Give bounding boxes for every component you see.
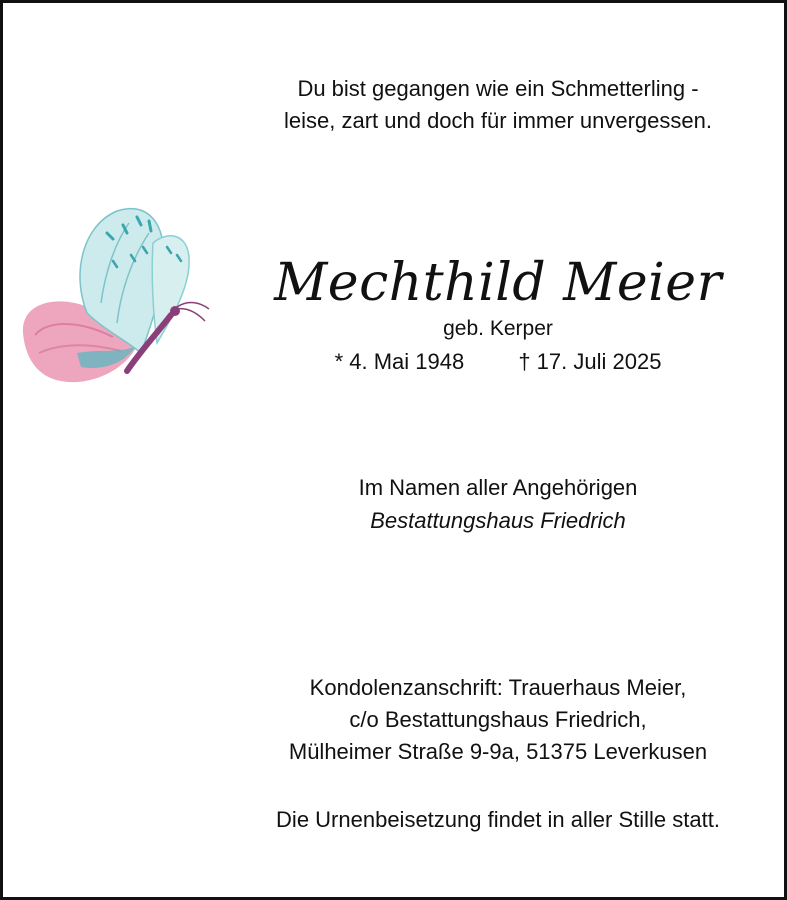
life-dates bbox=[233, 349, 763, 375]
butterfly-icon bbox=[17, 203, 213, 389]
condolence-line-1: Kondolenzanschrift: Trauerhaus Meier, bbox=[309, 675, 687, 700]
maiden-name: geb. Kerper bbox=[443, 317, 553, 340]
verse-line-2: leise, zart und doch für immer unvergessen. bbox=[284, 108, 712, 133]
mourners-line: Im Namen aller Angehörigen bbox=[358, 475, 638, 500]
burial-notice: Die Urnenbeisetzung findet in aller Stille statt. bbox=[276, 807, 720, 832]
verse-line-1: Du bist gegangen wie ein Schmetterling - bbox=[297, 76, 699, 101]
funeral-home: Bestattungshaus Friedrich bbox=[370, 508, 626, 533]
deceased-name: Mechthild Meier bbox=[274, 253, 722, 313]
birth-date: * 4. Mai 1948 bbox=[334, 349, 465, 374]
condolence-line-3: Mülheimer Straße 9-9a, 51375 Leverkusen bbox=[288, 739, 708, 764]
condolence-line-2: c/o Bestattungshaus Friedrich, bbox=[349, 707, 647, 732]
death-date: † 17. Juli 2025 bbox=[518, 349, 662, 374]
